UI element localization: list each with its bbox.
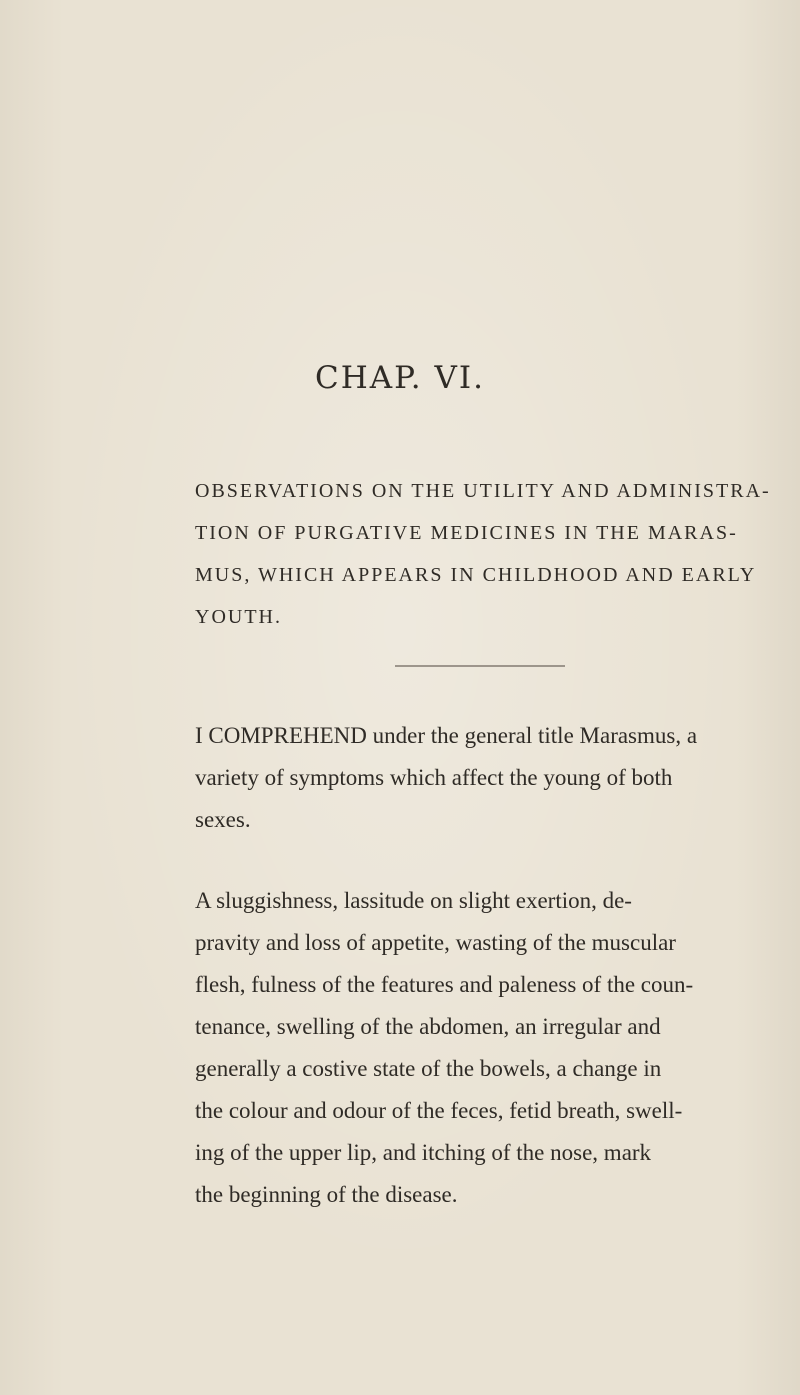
paragraph-2: A sluggishness, lassitude on slight exertion, de- pravity and loss of appetite, wasting of the muscular flesh, fulness of the features and paleness of the coun- tenance, swelling of the abdomen, an irregular and generally a costive state of the bowels, a change in the colour and odour of the feces, fetid breath, swell- ing of the upper lip, and itching of the nose, mark the beginning of the disease.: [195, 888, 694, 1207]
chapter-heading: CHAP. VI.: [315, 360, 485, 396]
divider-rule: [395, 665, 565, 667]
chapter-title: OBSERVATIONS ON THE UTILITY AND ADMINISTRA- TION OF PURGATIVE MEDICINES IN THE MARAS- MUS, WHICH APPEARS IN CHILDHOOD AND EARLY YOUTH.: [195, 480, 771, 628]
paragraph-1: I COMPREHEND under the general title Marasmus, a variety of symptoms which affect the young of both sexes.: [195, 723, 698, 832]
